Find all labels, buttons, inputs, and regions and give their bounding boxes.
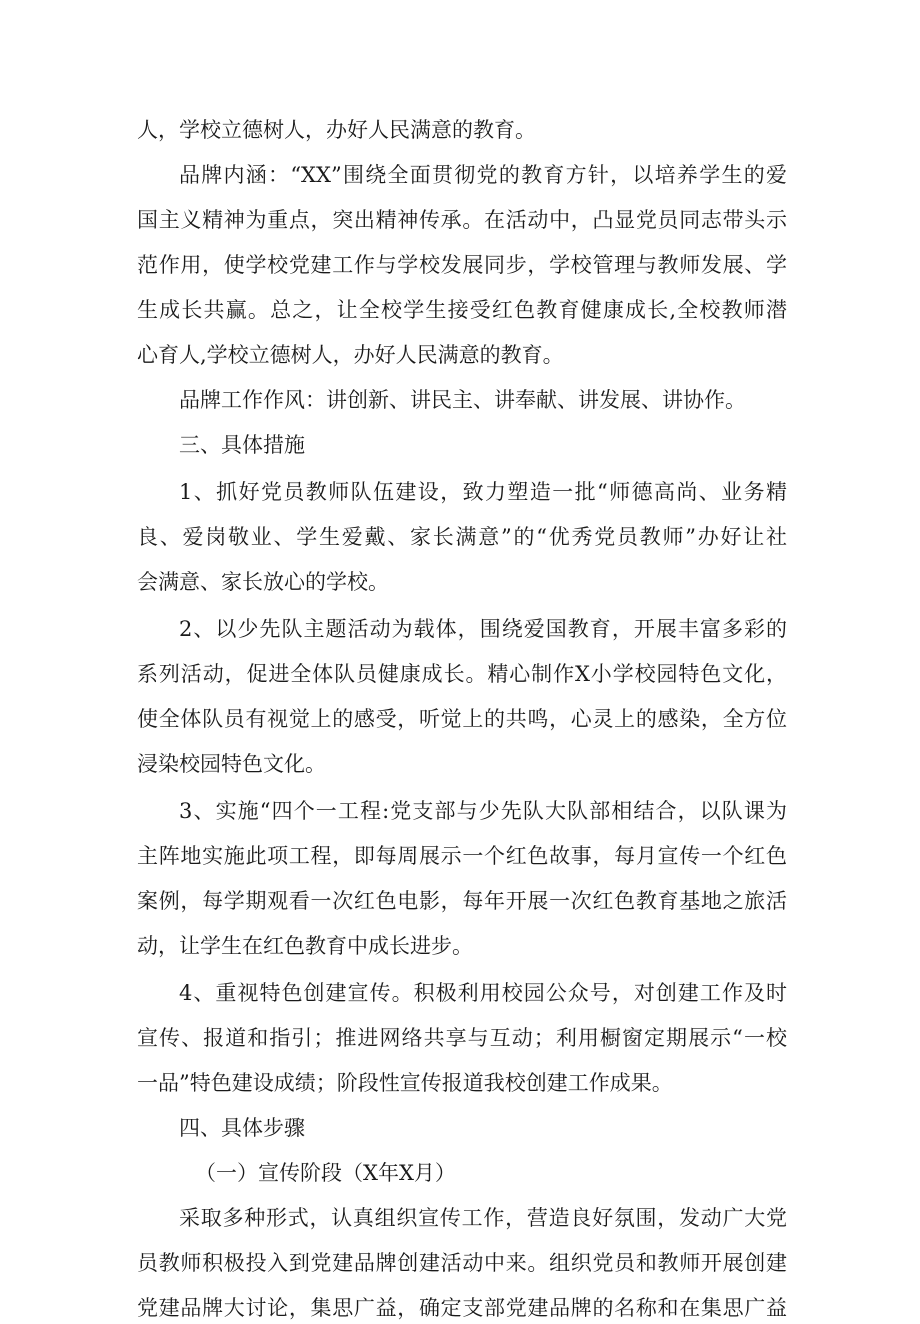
text-line: 浸染校园特色文化。	[137, 752, 326, 776]
text-line: 会满意、家长放心的学校。	[137, 570, 389, 594]
subheading-publicity-stage: （一）宣传阶段（X年X月）	[195, 1161, 456, 1185]
publicity-stage-line: 采取多种形式，认真组织宣传工作，营造良好氛围，发动广大党	[179, 1206, 787, 1230]
section-heading-measures: 三、具体措施	[179, 433, 305, 457]
paragraph-brand-connotation-line: 品牌内涵：“XX”围绕全面贯彻党的教育方针，以培养学生的爱	[179, 163, 787, 187]
text-line: 生成长共赢。总之，让全校学生接受红色教育健康成长,全校教师潜	[137, 298, 787, 322]
text-line: 心育人,学校立德树人，办好人民满意的教育。	[137, 343, 564, 367]
text-line: 国主义精神为重点，突出精神传承。在活动中，凸显党员同志带头示	[137, 208, 787, 232]
measure-3-line: 3、实施“四个一工程:党支部与少先队大队部相结合，以队课为	[179, 799, 787, 823]
measure-2-line: 2、以少先队主题活动为载体，围绕爱国教育，开展丰富多彩的	[179, 617, 787, 641]
text-line: 系列活动，促进全体队员健康成长。精心制作X小学校园特色文化，	[137, 662, 787, 686]
text-line: 案例，每学期观看一次红色电影，每年开展一次红色教育基地之旅活	[137, 889, 787, 913]
text-line: 员教师积极投入到党建品牌创建活动中来。组织党员和教师开展创建	[137, 1251, 787, 1275]
text-line: 良、爱岗敬业、学生爱戴、家长满意”的“优秀党员教师”办好让社	[137, 525, 787, 549]
text-line: 动，让学生在红色教育中成长进步。	[137, 934, 473, 958]
measure-1-line: 1、抓好党员教师队伍建设，致力塑造一批“师德高尚、业务精	[179, 480, 787, 504]
section-heading-steps: 四、具体步骤	[179, 1116, 305, 1140]
paragraph-brand-style: 品牌工作作风：讲创新、讲民主、讲奉献、讲发展、讲协作。	[179, 388, 746, 412]
text-line: 范作用，使学校党建工作与学校发展同步，学校管理与教师发展、学	[137, 253, 787, 277]
text-line: 宣传、报道和指引；推进网络共享与互动；利用橱窗定期展示“一校	[137, 1026, 787, 1050]
text-line: 人，学校立德树人，办好人民满意的教育。	[137, 118, 536, 142]
text-line: 使全体队员有视觉上的感受，听觉上的共鸣，心灵上的感染，全方位	[137, 707, 787, 731]
text-line: 一品”特色建设成绩；阶段性宣传报道我校创建工作成果。	[137, 1071, 673, 1095]
text-line: 党建品牌大讨论，集思广益，确定支部党建品牌的名称和在集思广益	[137, 1296, 787, 1320]
measure-4-line: 4、重视特色创建宣传。积极利用校园公众号，对创建工作及时	[179, 981, 787, 1005]
text-line: 主阵地实施此项工程，即每周展示一个红色故事，每月宣传一个红色	[137, 844, 787, 868]
document-body	[137, 114, 787, 1324]
